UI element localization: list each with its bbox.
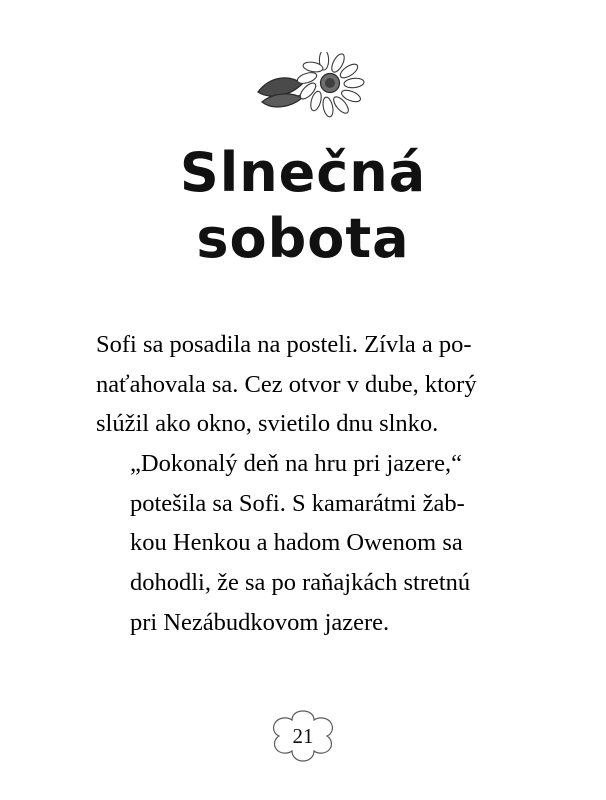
paragraph-1-line-3: slúžil ako okno, svietilo dnu slnko. bbox=[96, 410, 439, 438]
page-footer bbox=[0, 705, 606, 772]
chapter-title-line-2: sobota bbox=[196, 206, 410, 270]
paragraph-1 bbox=[96, 325, 514, 444]
paragraph-1-line-1: Sofi sa posadila na posteli. Zívla a po- bbox=[96, 331, 472, 358]
chapter-title bbox=[0, 140, 606, 272]
paragraph-2-line-3: kou Henkou a hadom Owenom sa bbox=[130, 529, 463, 557]
page-number: 21 bbox=[292, 724, 314, 748]
body-text bbox=[96, 325, 514, 643]
paragraph-2-line-2: potešila sa Sofi. S kamarátmi žab- bbox=[130, 489, 465, 517]
paragraph-1-line-2: naťahovala sa. Cez otvor v dube, ktorý bbox=[96, 370, 477, 398]
chapter-title-line-1: Slnečná bbox=[179, 141, 427, 204]
paragraph-2-line-5: pri Nezábudkovom jazere. bbox=[130, 608, 390, 636]
paragraph-2-line-4: dohodli, že sa po raňajkách stretnú bbox=[130, 569, 471, 597]
daisy-flower-icon bbox=[0, 52, 606, 129]
paragraph-2-line-1: „Dokonalý deň na hru pri jazere,“ bbox=[130, 450, 462, 478]
paragraph-2 bbox=[96, 444, 514, 642]
